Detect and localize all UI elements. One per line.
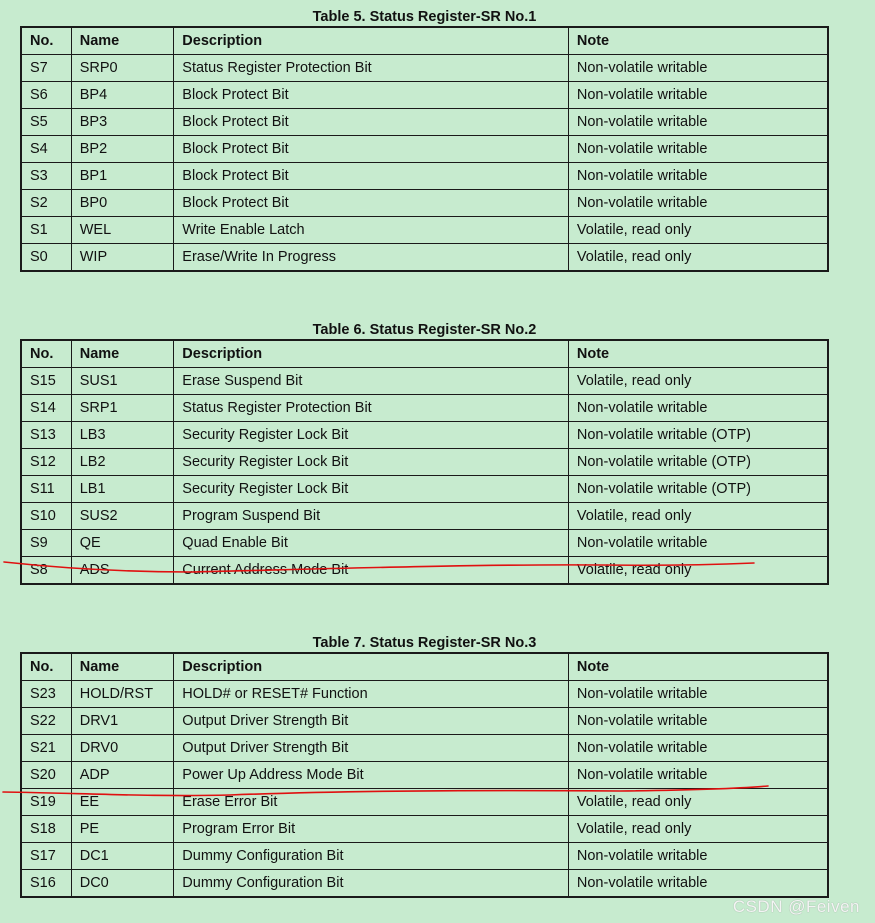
header-no: No.	[21, 27, 71, 55]
cell-note: Non-volatile writable	[568, 870, 828, 898]
cell-description: Erase Suspend Bit	[174, 368, 569, 395]
header-name: Name	[71, 27, 174, 55]
cell-name: WIP	[71, 244, 174, 272]
header-row	[21, 340, 828, 368]
cell-description: Quad Enable Bit	[174, 530, 569, 557]
status-register-table	[20, 26, 829, 272]
cell-name: ADS	[71, 557, 174, 585]
cell-description: Block Protect Bit	[174, 136, 569, 163]
cell-no: S15	[21, 368, 71, 395]
cell-no: S10	[21, 503, 71, 530]
table-row	[21, 395, 828, 422]
table-row	[21, 136, 828, 163]
cell-no: S2	[21, 190, 71, 217]
table-5-block	[20, 8, 829, 272]
table-row	[21, 789, 828, 816]
header-description: Description	[174, 653, 569, 681]
cell-note: Non-volatile writable	[568, 735, 828, 762]
cell-description: Block Protect Bit	[174, 190, 569, 217]
cell-note: Non-volatile writable	[568, 530, 828, 557]
cell-name: DRV1	[71, 708, 174, 735]
table-caption: Table 6. Status Register-SR No.2	[312, 322, 537, 338]
cell-no: S18	[21, 816, 71, 843]
cell-name: EE	[71, 789, 174, 816]
cell-description: Block Protect Bit	[174, 82, 569, 109]
cell-no: S6	[21, 82, 71, 109]
cell-no: S7	[21, 55, 71, 82]
cell-note: Non-volatile writable	[568, 190, 828, 217]
header-note: Note	[568, 340, 828, 368]
header-no: No.	[21, 340, 71, 368]
table-row	[21, 422, 828, 449]
table-row	[21, 557, 828, 585]
status-register-table	[20, 339, 829, 585]
cell-description: Status Register Protection Bit	[174, 395, 569, 422]
cell-no: S12	[21, 449, 71, 476]
cell-no: S1	[21, 217, 71, 244]
status-register-table	[20, 652, 829, 898]
table-row	[21, 816, 828, 843]
cell-note: Non-volatile writable	[568, 109, 828, 136]
cell-note: Volatile, read only	[568, 244, 828, 272]
cell-description: Program Suspend Bit	[174, 503, 569, 530]
cell-no: S13	[21, 422, 71, 449]
header-row	[21, 653, 828, 681]
header-name: Name	[71, 340, 174, 368]
table-row	[21, 735, 828, 762]
table-row	[21, 503, 828, 530]
cell-name: SRP1	[71, 395, 174, 422]
cell-description: Block Protect Bit	[174, 163, 569, 190]
cell-description: Block Protect Bit	[174, 109, 569, 136]
cell-no: S23	[21, 681, 71, 708]
cell-no: S19	[21, 789, 71, 816]
cell-name: BP1	[71, 163, 174, 190]
cell-note: Non-volatile writable	[568, 762, 828, 789]
header-row	[21, 27, 828, 55]
table-caption: Table 7. Status Register-SR No.3	[312, 635, 537, 651]
cell-name: QE	[71, 530, 174, 557]
cell-name: HOLD/RST	[71, 681, 174, 708]
cell-note: Volatile, read only	[568, 557, 828, 585]
cell-description: Status Register Protection Bit	[174, 55, 569, 82]
cell-note: Non-volatile writable	[568, 681, 828, 708]
cell-note: Non-volatile writable (OTP)	[568, 476, 828, 503]
cell-no: S17	[21, 843, 71, 870]
cell-note: Volatile, read only	[568, 503, 828, 530]
watermark: CSDN @Feiven	[732, 897, 860, 916]
cell-note: Non-volatile writable	[568, 708, 828, 735]
table-row	[21, 708, 828, 735]
cell-no: S3	[21, 163, 71, 190]
cell-note: Non-volatile writable	[568, 136, 828, 163]
header-name: Name	[71, 653, 174, 681]
cell-note: Non-volatile writable	[568, 55, 828, 82]
cell-no: S16	[21, 870, 71, 898]
table-row	[21, 244, 828, 272]
table-6-block	[20, 321, 829, 585]
cell-name: LB3	[71, 422, 174, 449]
cell-note: Non-volatile writable	[568, 163, 828, 190]
cell-no: S20	[21, 762, 71, 789]
cell-note: Volatile, read only	[568, 816, 828, 843]
cell-description: Security Register Lock Bit	[174, 422, 569, 449]
table-row	[21, 762, 828, 789]
table-row	[21, 368, 828, 395]
cell-no: S14	[21, 395, 71, 422]
cell-no: S4	[21, 136, 71, 163]
table-row	[21, 530, 828, 557]
cell-name: BP4	[71, 82, 174, 109]
cell-no: S5	[21, 109, 71, 136]
cell-no: S9	[21, 530, 71, 557]
cell-name: SUS1	[71, 368, 174, 395]
cell-name: DC0	[71, 870, 174, 898]
cell-description: Power Up Address Mode Bit	[174, 762, 569, 789]
cell-description: Output Driver Strength Bit	[174, 708, 569, 735]
cell-note: Non-volatile writable	[568, 843, 828, 870]
cell-name: BP0	[71, 190, 174, 217]
cell-name: BP2	[71, 136, 174, 163]
header-note: Note	[568, 27, 828, 55]
cell-note: Non-volatile writable	[568, 395, 828, 422]
cell-name: WEL	[71, 217, 174, 244]
header-no: No.	[21, 653, 71, 681]
header-description: Description	[174, 27, 569, 55]
table-row	[21, 870, 828, 898]
cell-name: PE	[71, 816, 174, 843]
cell-no: S8	[21, 557, 71, 585]
cell-name: DRV0	[71, 735, 174, 762]
table-row	[21, 163, 828, 190]
cell-name: SRP0	[71, 55, 174, 82]
table-7-block	[20, 634, 829, 898]
cell-description: Dummy Configuration Bit	[174, 870, 569, 898]
cell-no: S22	[21, 708, 71, 735]
cell-description: Write Enable Latch	[174, 217, 569, 244]
table-row	[21, 843, 828, 870]
cell-name: BP3	[71, 109, 174, 136]
header-note: Note	[568, 653, 828, 681]
table-row	[21, 55, 828, 82]
cell-note: Volatile, read only	[568, 368, 828, 395]
cell-name: SUS2	[71, 503, 174, 530]
cell-note: Non-volatile writable (OTP)	[568, 449, 828, 476]
cell-name: LB2	[71, 449, 174, 476]
cell-note: Non-volatile writable (OTP)	[568, 422, 828, 449]
cell-description: Security Register Lock Bit	[174, 476, 569, 503]
cell-description: Erase/Write In Progress	[174, 244, 569, 272]
cell-description: HOLD# or RESET# Function	[174, 681, 569, 708]
cell-name: LB1	[71, 476, 174, 503]
cell-name: ADP	[71, 762, 174, 789]
table-row	[21, 449, 828, 476]
cell-note: Volatile, read only	[568, 217, 828, 244]
table-row	[21, 217, 828, 244]
cell-name: DC1	[71, 843, 174, 870]
cell-no: S11	[21, 476, 71, 503]
table-row	[21, 681, 828, 708]
cell-no: S21	[21, 735, 71, 762]
cell-description: Erase Error Bit	[174, 789, 569, 816]
table-caption: Table 5. Status Register-SR No.1	[312, 9, 537, 25]
cell-description: Output Driver Strength Bit	[174, 735, 569, 762]
table-row	[21, 109, 828, 136]
cell-note: Volatile, read only	[568, 789, 828, 816]
cell-description: Security Register Lock Bit	[174, 449, 569, 476]
table-row	[21, 190, 828, 217]
cell-description: Dummy Configuration Bit	[174, 843, 569, 870]
table-row	[21, 476, 828, 503]
cell-description: Current Address Mode Bit	[174, 557, 569, 585]
header-description: Description	[174, 340, 569, 368]
cell-note: Non-volatile writable	[568, 82, 828, 109]
cell-no: S0	[21, 244, 71, 272]
table-row	[21, 82, 828, 109]
cell-description: Program Error Bit	[174, 816, 569, 843]
